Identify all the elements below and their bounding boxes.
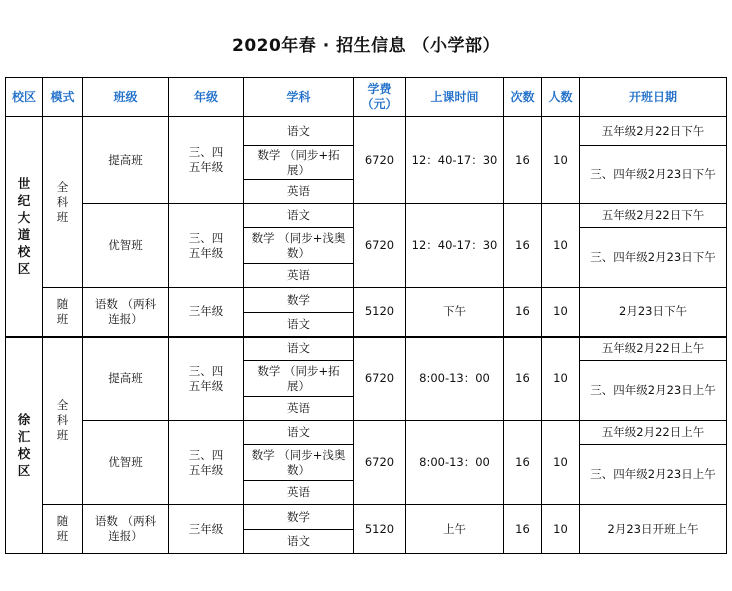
sessions-cell: 16 <box>504 505 542 554</box>
table-row <box>6 421 727 445</box>
start-date-cell: 三、四年级2月23日上午 <box>580 361 727 421</box>
sessions-cell: 16 <box>504 117 542 204</box>
start-date-cell: 五年级2月22日下午 <box>580 204 727 228</box>
mode-name: 全科班 <box>56 398 69 443</box>
grade-cell <box>169 421 244 505</box>
grade-cell: 三年级 <box>169 505 244 554</box>
subject-cell: 语文 <box>244 421 354 445</box>
subject-cell <box>244 228 354 264</box>
grade-cell <box>169 204 244 288</box>
grade-cell <box>169 117 244 204</box>
sessions-cell: 16 <box>504 337 542 421</box>
start-date-cell: 五年级2月22日下午 <box>580 117 727 146</box>
header-fee: 学费（元） <box>354 78 406 117</box>
subject-cell: 英语 <box>244 180 354 204</box>
mode-cell <box>43 337 83 505</box>
time-cell: 12：40-17：30 <box>406 117 504 204</box>
people-cell: 10 <box>542 204 580 288</box>
people-cell: 10 <box>542 288 580 337</box>
sessions-cell: 16 <box>504 421 542 505</box>
time-cell: 下午 <box>406 288 504 337</box>
subject-cell: 英语 <box>244 397 354 421</box>
table-row <box>6 204 727 228</box>
table-body <box>6 117 727 554</box>
subject-cell: 语文 <box>244 530 354 554</box>
subject-text: 数学 （同步+拓展） <box>257 147 340 177</box>
campus-cell <box>6 117 43 337</box>
subject-cell <box>244 361 354 397</box>
table-row <box>6 505 727 530</box>
start-date-cell: 三、四年级2月23日下午 <box>580 228 727 288</box>
subject-cell <box>244 445 354 481</box>
sessions-cell: 16 <box>504 204 542 288</box>
subject-cell: 语文 <box>244 313 354 337</box>
header-mode: 模式 <box>43 78 83 117</box>
grade-cell: 三年级 <box>169 288 244 337</box>
people-cell: 10 <box>542 421 580 505</box>
time-cell: 上午 <box>406 505 504 554</box>
mode-cell <box>43 505 83 554</box>
start-date-cell: 三、四年级2月23日上午 <box>580 445 727 505</box>
grade-text: 三、四 五年级 <box>188 145 224 174</box>
time-cell: 12：40-17：30 <box>406 204 504 288</box>
enrollment-table <box>5 77 727 554</box>
mode-name: 随班 <box>56 296 69 326</box>
header-subject: 学科 <box>244 78 354 117</box>
subject-text: 数学 （同步+浅奥数） <box>251 447 346 477</box>
mode-name: 随班 <box>56 514 69 543</box>
campus-name: 世纪大道校区 <box>17 176 31 277</box>
table-row <box>6 288 727 313</box>
subject-text: 数学 （同步+拓展） <box>257 363 340 393</box>
start-date-cell: 五年级2月22日上午 <box>580 421 727 445</box>
subject-cell: 数学 <box>244 505 354 530</box>
subject-cell: 语文 <box>244 337 354 361</box>
header-class: 班级 <box>83 78 169 117</box>
subject-cell: 语文 <box>244 204 354 228</box>
grade-text: 三、四 五年级 <box>188 230 224 260</box>
fee-cell: 6720 <box>354 421 406 505</box>
grade-text: 三、四 五年级 <box>188 447 224 477</box>
header-time: 上课时间 <box>406 78 504 117</box>
class-text: 语数 （两科连报） <box>94 514 157 543</box>
subject-text: 数学 （同步+浅奥数） <box>251 230 346 260</box>
subject-cell: 数学 <box>244 288 354 313</box>
class-cell: 优智班 <box>83 204 169 288</box>
subject-cell: 英语 <box>244 481 354 505</box>
page-title: 2020年春 · 招生信息 （小学部） <box>231 36 501 56</box>
fee-cell: 6720 <box>354 117 406 204</box>
header-row <box>6 78 727 117</box>
class-cell: 优智班 <box>83 421 169 505</box>
fee-cell: 5120 <box>354 505 406 554</box>
class-cell: 提高班 <box>83 337 169 421</box>
start-date-cell: 三、四年级2月23日下午 <box>580 146 727 204</box>
time-cell: 8:00-13：00 <box>406 337 504 421</box>
class-cell: 提高班 <box>83 117 169 204</box>
header-start-date: 开班日期 <box>580 78 727 117</box>
time-cell: 8:00-13：00 <box>406 421 504 505</box>
people-cell: 10 <box>542 337 580 421</box>
people-cell: 10 <box>542 505 580 554</box>
class-cell <box>83 288 169 337</box>
start-date-cell: 2月23日开班上午 <box>580 505 727 554</box>
people-cell: 10 <box>542 117 580 204</box>
table-row <box>6 337 727 361</box>
subject-cell: 英语 <box>244 264 354 288</box>
fee-cell: 6720 <box>354 337 406 421</box>
fee-cell: 5120 <box>354 288 406 337</box>
table-row <box>6 117 727 146</box>
mode-name: 全科班 <box>56 179 69 224</box>
start-date-cell: 2月23日下午 <box>580 288 727 337</box>
mode-cell <box>43 288 83 337</box>
subject-cell: 语文 <box>244 117 354 146</box>
start-date-cell: 五年级2月22日上午 <box>580 337 727 361</box>
grade-text: 三、四 五年级 <box>188 363 224 393</box>
campus-name: 徐汇校区 <box>17 412 31 479</box>
header-sessions: 次数 <box>504 78 542 117</box>
header-people: 人数 <box>542 78 580 117</box>
class-cell <box>83 505 169 554</box>
header-campus: 校区 <box>6 78 43 117</box>
sessions-cell: 16 <box>504 288 542 337</box>
grade-cell <box>169 337 244 421</box>
class-text: 语数 （两科连报） <box>94 296 157 326</box>
subject-cell <box>244 146 354 180</box>
campus-cell <box>6 337 43 554</box>
header-grade: 年级 <box>169 78 244 117</box>
fee-cell: 6720 <box>354 204 406 288</box>
mode-cell <box>43 117 83 288</box>
